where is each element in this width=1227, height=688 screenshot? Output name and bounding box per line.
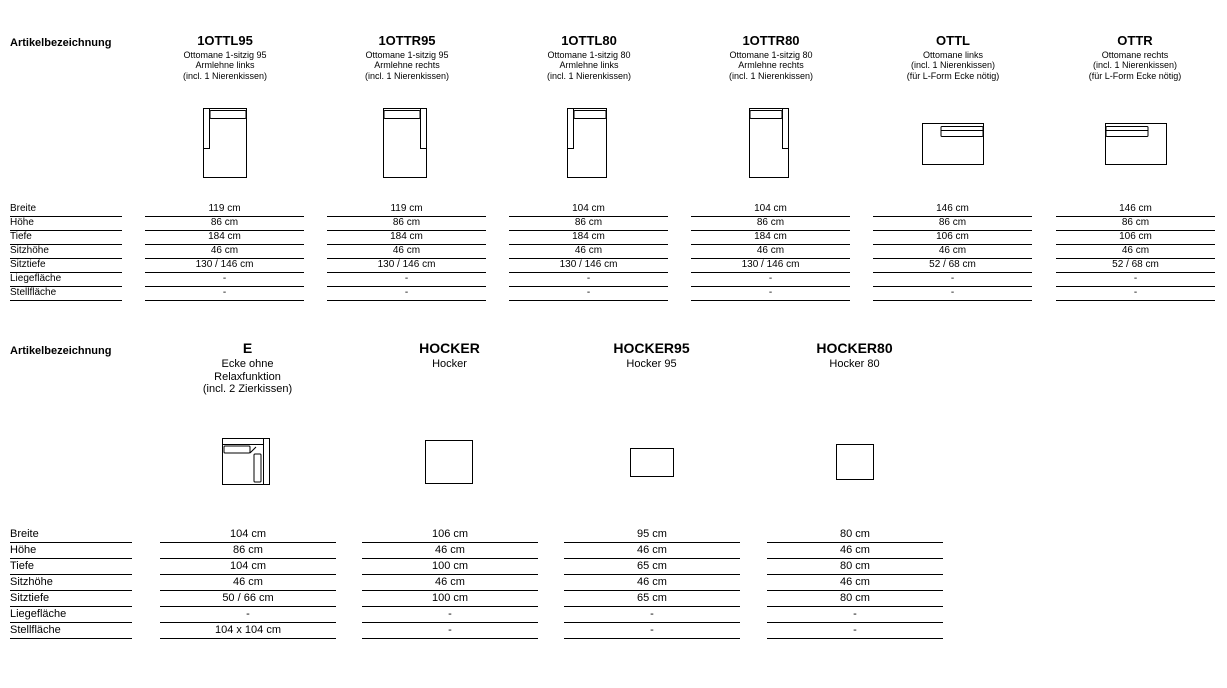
spec-cell-liegeflaeche: - <box>873 273 1032 287</box>
row-label-sitztiefe: Sitztiefe <box>10 592 132 607</box>
spec-cell-liegeflaeche: - <box>564 608 740 623</box>
product-code: OTTL <box>936 33 970 48</box>
product-code: HOCKER80 <box>816 340 893 356</box>
spec-cell-breite: 119 cm <box>327 203 486 217</box>
product-code: HOCKER <box>419 340 480 356</box>
stool-rect-icon <box>630 448 674 477</box>
row-label-sitzhoehe: Sitzhöhe <box>10 576 132 591</box>
row-label-sitzhoehe: Sitzhöhe <box>10 245 122 259</box>
row-label-sitztiefe: Sitztiefe <box>10 259 122 273</box>
spec-cell-stellflaeche: - <box>1056 287 1215 301</box>
product-code: 1OTTR80 <box>742 33 800 48</box>
spec-cell-stellflaeche: 104 x 104 cm <box>160 624 336 639</box>
spec-cell-tiefe: 184 cm <box>509 231 668 245</box>
section2-label: Artikelbezeichnung <box>10 345 112 357</box>
spec-cell-sitzhoehe: 46 cm <box>362 576 538 591</box>
product-header-1ottl80 <box>505 33 673 81</box>
product-code: OTTR <box>1117 33 1153 48</box>
spec-cell-tiefe: 184 cm <box>145 231 304 245</box>
spec-cell-tiefe: 80 cm <box>767 560 943 575</box>
ottoman-wide-left-icon <box>922 123 984 165</box>
corner-element-icon <box>222 438 270 485</box>
product-code: 1OTTR95 <box>378 33 436 48</box>
product-desc-line: (für L-Form Ecke nötig) <box>1088 70 1182 81</box>
product-header-hocker80 <box>767 340 942 371</box>
product-header-1ottl95 <box>141 33 309 81</box>
spec-cell-liegeflaeche: - <box>509 273 668 287</box>
row-label-liegeflaeche: Liegefläche <box>10 273 122 287</box>
spec-cell-sitztiefe: 52 / 68 cm <box>1056 259 1215 273</box>
spec-cell-sitztiefe: 130 / 146 cm <box>691 259 850 273</box>
spec-cell-liegeflaeche: - <box>1056 273 1215 287</box>
spec-cell-liegeflaeche: - <box>145 273 304 287</box>
spec-cell-breite: 104 cm <box>509 203 668 217</box>
spec-cell-tiefe: 184 cm <box>327 231 486 245</box>
spec-cell-sitztiefe: 80 cm <box>767 592 943 607</box>
product-code: E <box>242 340 253 356</box>
spec-cell-liegeflaeche: - <box>691 273 850 287</box>
spec-cell-tiefe: 104 cm <box>160 560 336 575</box>
product-desc-line: Hocker 80 <box>829 358 880 370</box>
spec-cell-liegeflaeche: - <box>327 273 486 287</box>
spec-cell-sitztiefe: 50 / 66 cm <box>160 592 336 607</box>
product-desc-line: Ottomane 1-sitzig 80 <box>547 50 631 60</box>
spec-cell-sitztiefe: 130 / 146 cm <box>509 259 668 273</box>
ottoman-left-armrest-icon <box>567 108 607 178</box>
spec-cell-liegeflaeche: - <box>767 608 943 623</box>
product-desc-line: (incl. 1 Nierenkissen) <box>364 70 450 81</box>
spec-cell-breite: 104 cm <box>160 528 336 543</box>
product-desc-line: Ottomane rechts <box>1101 50 1169 60</box>
spec-cell-hoehe: 86 cm <box>509 217 668 231</box>
product-desc-line: (incl. 2 Zierkissen) <box>202 383 293 396</box>
spec-cell-sitzhoehe: 46 cm <box>145 245 304 259</box>
spec-cell-sitztiefe: 65 cm <box>564 592 740 607</box>
product-desc-line: (für L-Form Ecke nötig) <box>906 70 1000 81</box>
product-desc-line: Armlehne rechts <box>374 60 440 71</box>
spec-cell-liegeflaeche: - <box>362 608 538 623</box>
product-code: HOCKER95 <box>613 340 690 356</box>
product-header-1ottr95 <box>323 33 491 81</box>
row-label-breite: Breite <box>10 203 122 217</box>
spec-cell-tiefe: 100 cm <box>362 560 538 575</box>
product-desc-line: Ottomane 1-sitzig 95 <box>365 50 449 60</box>
spec-cell-stellflaeche: - <box>145 287 304 301</box>
product-desc-line: (incl. 1 Nierenkissen) <box>546 70 632 81</box>
spec-cell-sitzhoehe: 46 cm <box>691 245 850 259</box>
spec-cell-breite: 106 cm <box>362 528 538 543</box>
spec-cell-breite: 104 cm <box>691 203 850 217</box>
spec-cell-sitztiefe: 130 / 146 cm <box>327 259 486 273</box>
product-header-ottl <box>869 33 1037 81</box>
spec-cell-sitzhoehe: 46 cm <box>564 576 740 591</box>
spec-cell-sitztiefe: 52 / 68 cm <box>873 259 1032 273</box>
product-header-hocker95 <box>564 340 739 371</box>
product-desc-line: (incl. 1 Nierenkissen) <box>182 70 268 81</box>
product-desc-line: Hocker 95 <box>626 358 677 370</box>
product-header-hocker <box>362 340 537 371</box>
product-header-ottr <box>1051 33 1219 81</box>
spec-cell-stellflaeche: - <box>767 624 943 639</box>
product-desc-line: Ottomane 1-sitzig 80 <box>729 50 813 60</box>
spec-cell-stellflaeche: - <box>564 624 740 639</box>
product-desc-line: (incl. 1 Nierenkissen) <box>1092 60 1178 71</box>
row-label-hoehe: Höhe <box>10 544 132 559</box>
section1-label: Artikelbezeichnung <box>10 37 112 49</box>
spec-cell-sitzhoehe: 46 cm <box>1056 245 1215 259</box>
product-desc-line: Hocker <box>432 358 467 370</box>
spec-cell-hoehe: 46 cm <box>767 544 943 559</box>
spec-cell-breite: 146 cm <box>1056 203 1215 217</box>
spec-cell-sitztiefe: 130 / 146 cm <box>145 259 304 273</box>
spec-cell-stellflaeche: - <box>509 287 668 301</box>
row-label-tiefe: Tiefe <box>10 560 132 575</box>
product-desc-line: Relaxfunktion <box>214 370 281 383</box>
spec-cell-tiefe: 184 cm <box>691 231 850 245</box>
ottoman-right-armrest-icon <box>749 108 789 178</box>
spec-cell-hoehe: 86 cm <box>327 217 486 231</box>
product-desc-line: Ottomane 1-sitzig 95 <box>183 50 267 60</box>
spec-cell-hoehe: 86 cm <box>160 544 336 559</box>
row-label-breite: Breite <box>10 528 132 543</box>
product-code: 1OTTL80 <box>561 33 617 48</box>
spec-cell-breite: 95 cm <box>564 528 740 543</box>
spec-cell-breite: 119 cm <box>145 203 304 217</box>
spec-cell-sitzhoehe: 46 cm <box>873 245 1032 259</box>
spec-cell-sitztiefe: 100 cm <box>362 592 538 607</box>
spec-cell-stellflaeche: - <box>691 287 850 301</box>
product-code: 1OTTL95 <box>197 33 253 48</box>
product-desc-line: Ottomane links <box>922 50 984 60</box>
spec-cell-stellflaeche: - <box>362 624 538 639</box>
stool-square-icon <box>425 440 473 484</box>
product-desc-line: Armlehne links <box>195 60 255 71</box>
spec-cell-liegeflaeche: - <box>160 608 336 623</box>
spec-cell-hoehe: 86 cm <box>873 217 1032 231</box>
spec-cell-tiefe: 65 cm <box>564 560 740 575</box>
row-label-stellflaeche: Stellfläche <box>10 287 122 301</box>
ottoman-left-armrest-icon <box>203 108 247 178</box>
spec-cell-tiefe: 106 cm <box>1056 231 1215 245</box>
spec-cell-sitzhoehe: 46 cm <box>327 245 486 259</box>
spec-cell-tiefe: 106 cm <box>873 231 1032 245</box>
stool-small-icon <box>836 444 874 480</box>
spec-cell-sitzhoehe: 46 cm <box>160 576 336 591</box>
spec-cell-hoehe: 46 cm <box>564 544 740 559</box>
product-desc-line: (incl. 1 Nierenkissen) <box>728 70 814 81</box>
ottoman-right-armrest-icon <box>383 108 427 178</box>
spec-cell-breite: 146 cm <box>873 203 1032 217</box>
spec-cell-sitzhoehe: 46 cm <box>767 576 943 591</box>
spec-cell-stellflaeche: - <box>327 287 486 301</box>
spec-cell-hoehe: 86 cm <box>1056 217 1215 231</box>
row-label-tiefe: Tiefe <box>10 231 122 245</box>
row-label-hoehe: Höhe <box>10 217 122 231</box>
product-desc-line: Armlehne rechts <box>738 60 804 71</box>
product-desc-line: Ecke ohne <box>221 358 274 370</box>
product-desc-line: (incl. 1 Nierenkissen) <box>910 60 996 71</box>
ottoman-wide-right-icon <box>1105 123 1167 165</box>
spec-cell-sitzhoehe: 46 cm <box>509 245 668 259</box>
spec-cell-stellflaeche: - <box>873 287 1032 301</box>
row-label-stellflaeche: Stellfläche <box>10 624 132 639</box>
product-desc-line: Armlehne links <box>559 60 619 71</box>
product-header-e <box>160 340 335 396</box>
spec-cell-breite: 80 cm <box>767 528 943 543</box>
product-header-1ottr80 <box>687 33 855 81</box>
spec-cell-hoehe: 86 cm <box>691 217 850 231</box>
row-label-liegeflaeche: Liegefläche <box>10 608 132 623</box>
spec-cell-hoehe: 46 cm <box>362 544 538 559</box>
spec-cell-hoehe: 86 cm <box>145 217 304 231</box>
